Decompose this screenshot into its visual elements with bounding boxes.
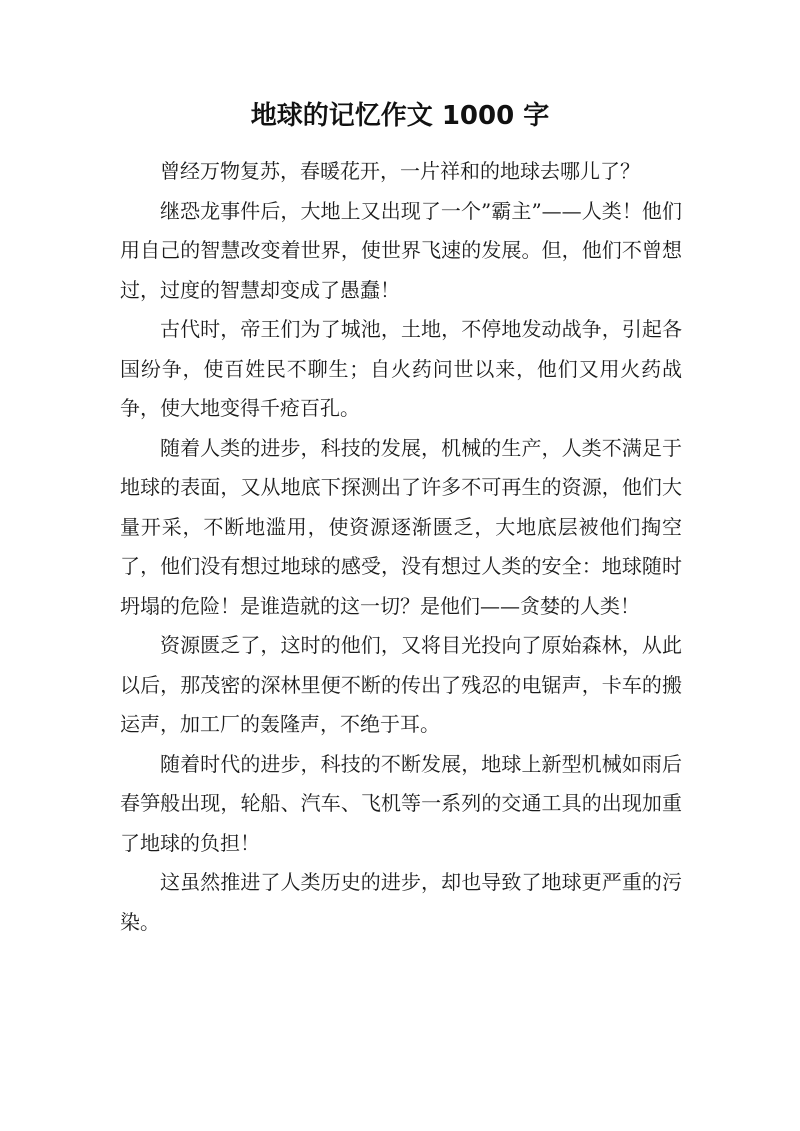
paragraph: 随着时代的进步，科技的不断发展，地球上新型机械如雨后春笋般出现，轮船、汽车、飞机等一系列的交通工具的出现加重了地球的负担！ xyxy=(120,751,682,855)
paragraph: 古代时，帝王们为了城池，土地，不停地发动战争，引起各国纷争，使百姓民不聊生；自火药问世以来，他们又用火药战争，使大地变得千疮百孔。 xyxy=(120,317,682,420)
document-title: 地球的记忆作文 1000 字 xyxy=(250,101,550,131)
paragraph: 随着人类的进步，科技的发展，机械的生产，人类不满足于地球的表面，又从地底下探测出了许多不可再生的资源，他们大量开采，不断地滥用，使资源逐渐匮乏，大地底层被他们掏空了，他们没有想过地球的感受，没有想过人类的安全：地球随时坍塌的危险！是谁造就的这一切？是他们——贪婪的人类！ xyxy=(120,435,682,618)
paragraph: 资源匮乏了，这时的他们，又将目光投向了原始森林，从此以后，那茂密的深林里便不断的传出了残忍的电锯声，卡车的搬运声，加工厂的轰隆声，不绝于耳。 xyxy=(120,633,682,736)
paragraph: 曾经万物复苏，春暖花开，一片祥和的地球去哪儿了？ xyxy=(160,159,640,183)
paragraph: 这虽然推进了人类历史的进步，却也导致了地球更严重的污染。 xyxy=(120,870,682,934)
paragraph: 继恐龙事件后，大地上又出现了一个”霸主”——人类！他们用自己的智慧改变着世界，使世界飞速的发展。但，他们不曾想过，过度的智慧却变成了愚蠢！ xyxy=(120,198,682,302)
document-body xyxy=(120,152,682,942)
